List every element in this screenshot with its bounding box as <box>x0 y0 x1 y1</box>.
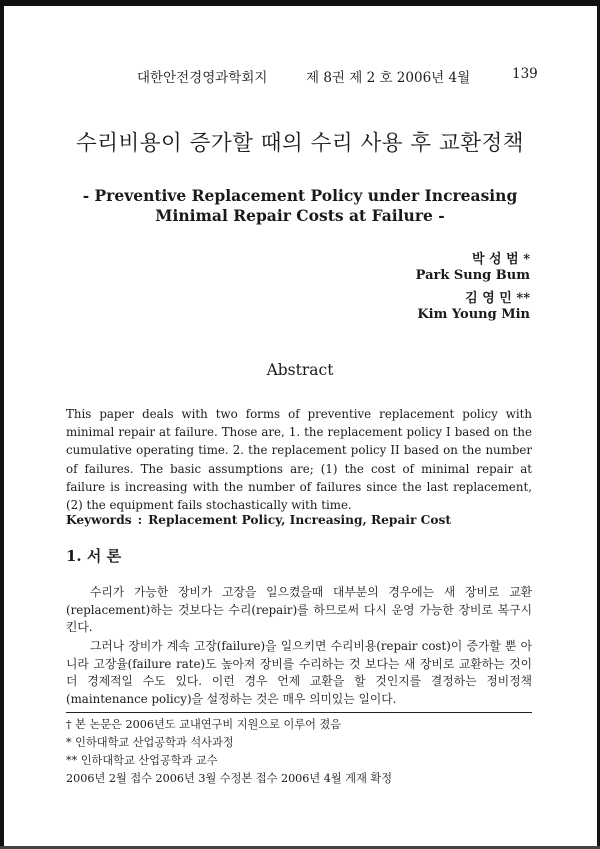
body-paragraph-2: 그러나 장비가 계속 고장(failure)을 일으키면 수리비용(repair cost)이 증가할 뿐 아니라 고장율(failure rate)도 높아져 장비를 수리하는 것 보다는 새 장비로 교환하는 것이 더 경제적일 수도 있다. 이런 경우 언제 교환을 할 것인지를 결정하는 정비정책(maintenance policy)을 설정하는 것은 매우 의미있는 일이다. <box>66 639 532 707</box>
keywords-label: Keywords <box>66 513 132 527</box>
author-1-english: Park Sung Bum <box>415 268 530 283</box>
author-2-korean: 김 영 민 ** <box>465 291 530 306</box>
author-2-english: Kim Young Min <box>417 307 530 322</box>
abstract-heading: Abstract <box>266 361 334 379</box>
keywords-line <box>66 513 451 527</box>
author-1-korean: 박 성 범 * <box>471 252 530 267</box>
footnote-rule <box>66 712 532 713</box>
running-header-journal: 대한안전경영과학회지 <box>137 70 268 86</box>
footnote-4: 2006년 2월 접수 2006년 3월 수정본 접수 2006년 4월 게재 확정 <box>66 772 393 785</box>
english-title-line-1: - Preventive Replacement Policy under Increasing <box>82 186 518 205</box>
footnote-1: † 본 논문은 2006년도 교내연구비 지원으로 이루어 졌음 <box>66 718 342 731</box>
footnote-3: ** 인하대학교 산업공학과 교수 <box>66 754 218 767</box>
page-number: 139 <box>512 66 538 82</box>
scan-border-top <box>0 0 600 6</box>
body-paragraph-1: 수리가 가능한 장비가 고장을 일으켰을때 대부분의 경우에는 새 장비로 교환(replacement)하는 것보다는 수리(repair)를 하므로써 다시 운영 가능한 장비로 복구시킨다. <box>66 585 532 635</box>
keywords-text: Replacement Policy, Increasing, Repair Cost <box>148 513 451 527</box>
abstract-body: This paper deals with two forms of preventive replacement policy with minimal repair at failure. Those are, 1. the replacement policy I based on the cumulative operating time. 2. the replacement policy II based on the number of failures. The basic assumptions are; (1) the cost of minimal repair at failure is increasing with the number of failures since the last replacement, (2) the equipment fails stochastically with time. <box>66 407 532 513</box>
keywords-separator: : <box>137 513 143 527</box>
section-heading: 1. 서 론 <box>66 547 122 565</box>
korean-title: 수리비용이 증가할 때의 수리 사용 후 교환정책 <box>75 131 525 156</box>
running-header-issue: 제 8권 제 2 호 2006년 4월 <box>306 70 471 86</box>
english-title-line-2: Minimal Repair Costs at Failure - <box>155 206 445 225</box>
footnote-2: * 인하대학교 산업공학과 석사과정 <box>66 736 234 749</box>
